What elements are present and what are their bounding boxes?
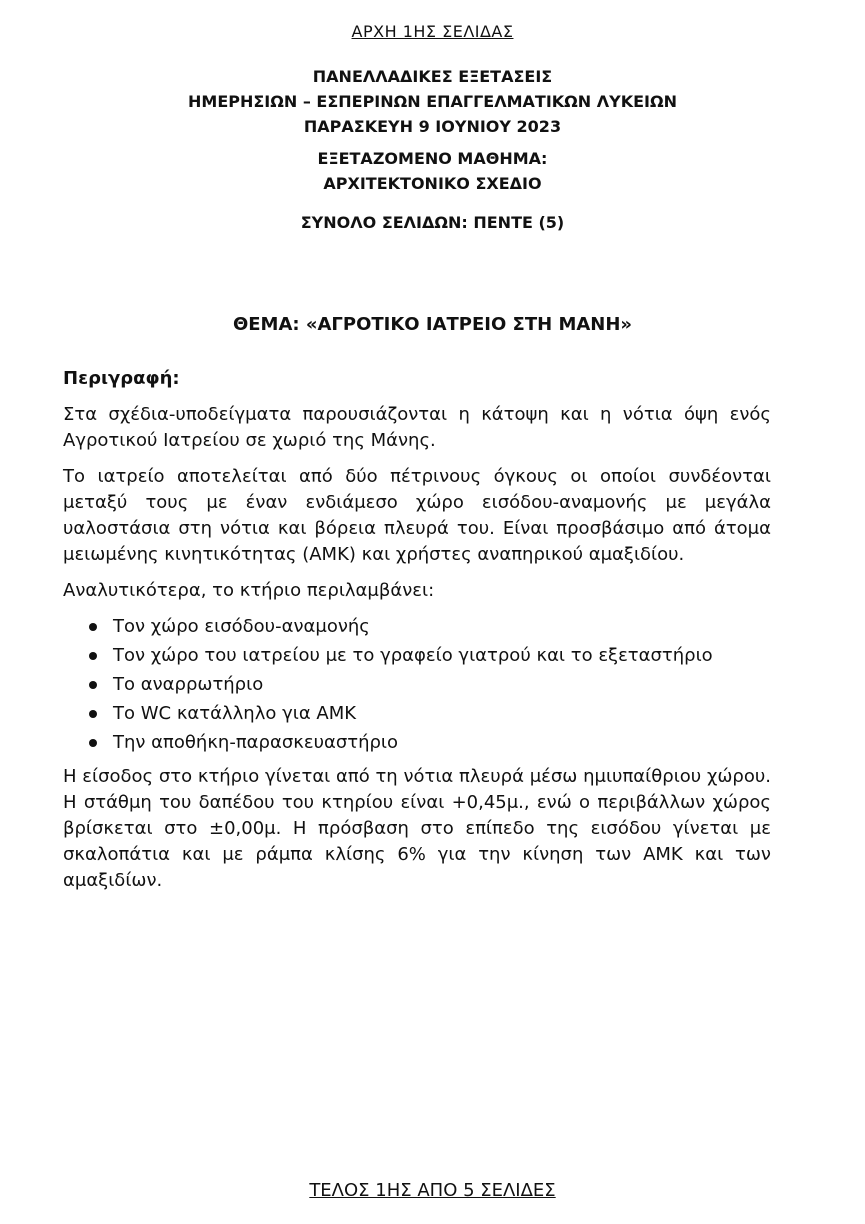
list-item (63, 730, 771, 756)
description-paragraph: Αναλυτικότερα, το κτήριο περιλαμβάνει: (63, 580, 435, 601)
exam-title: ΠΑΝΕΛΛΑΔΙΚΕΣ ΕΞΕΤΑΣΕΙΣ (312, 67, 553, 86)
bullet-icon (89, 652, 97, 660)
list-item-text: Το WC κατάλληλο για ΑΜΚ (113, 703, 357, 724)
exam-date: ΠΑΡΑΣΚΕΥΗ 9 ΙΟΥΝΙΟΥ 2023 (303, 117, 562, 136)
list-item (63, 672, 771, 698)
list-item-text: Το αναρρωτήριο (113, 674, 264, 695)
bullet-icon (89, 681, 97, 689)
list-item-text: Τον χώρο του ιατρείου με το γραφείο γιατρού και το εξεταστήριο (113, 645, 713, 666)
page-end-marker: ΤΕΛΟΣ 1ΗΣ ΑΠΟ 5 ΣΕΛΙΔΕΣ (309, 1180, 556, 1201)
bullet-icon (89, 710, 97, 718)
facilities-list (63, 614, 771, 756)
total-pages: ΣΥΝΟΛΟ ΣΕΛΙΔΩΝ: ΠΕΝΤΕ (5) (300, 213, 565, 232)
bullet-icon (89, 739, 97, 747)
description-heading: Περιγραφή: (63, 368, 180, 389)
subject-label: ΕΞΕΤΑΖΟΜΕΝΟ ΜΑΘΗΜΑ: (317, 149, 548, 168)
description-paragraph: Το ιατρείο αποτελείται από δύο πέτρινους όγκους οι οποίοι συνδέονται μεταξύ τους με έναν ενδιάμεσο χώρο εισόδου-αναμονής με μεγάλα υαλοστάσια στη νότια και βόρεια πλευρά του. Είναι προσβάσιμο από άτομα μειωμένης κινητικότητας (ΑΜΚ) και χρήστες αναπηρικού αμαξιδίου. (63, 466, 771, 565)
description-paragraph: Στα σχέδια-υποδείγματα παρουσιάζονται η κάτοψη και η νότια όψη ενός Αγροτικού Ιατρείου σε χωριό της Μάνης. (63, 404, 771, 451)
description-section (63, 366, 771, 904)
page-start-marker: ΑΡΧΗ 1ΗΣ ΣΕΛΙΔΑΣ (351, 22, 514, 41)
bullet-icon (89, 623, 97, 631)
list-item (63, 701, 771, 727)
list-item-text: Την αποθήκη-παρασκευαστήριο (113, 732, 399, 753)
list-item-text: Τον χώρο εισόδου-αναμονής (113, 616, 370, 637)
subject-block (0, 146, 865, 196)
school-type: ΗΜΕΡΗΣΙΩΝ – ΕΣΠΕΡΙΝΩΝ ΕΠΑΓΓΕΛΜΑΤΙΚΩΝ ΛΥΚΕΙΩΝ (188, 92, 677, 111)
exam-header (0, 64, 865, 139)
list-item (63, 643, 771, 669)
subject-name: ΑΡΧΙΤΕΚΤΟΝΙΚΟ ΣΧΕΔΙΟ (323, 174, 542, 193)
list-item (63, 614, 771, 640)
topic-title: ΘΕΜΑ: «ΑΓΡΟΤΙΚΟ ΙΑΤΡΕΙΟ ΣΤΗ ΜΑΝΗ» (232, 314, 633, 335)
closing-paragraph: Η είσοδος στο κτήριο γίνεται από τη νότια πλευρά μέσω ημιυπαίθριου χώρου. Η στάθμη του δαπέδου του κτηρίου είναι +0,45μ., ενώ ο περιβάλλων χώρος βρίσκεται στο ±0,00μ. Η πρόσβαση στο επίπεδο της εισόδου γίνεται με σκαλοπάτια και με ράμπα κλίσης 6% για την κίνηση των ΑΜΚ και των αμαξιδίων. (63, 766, 771, 891)
